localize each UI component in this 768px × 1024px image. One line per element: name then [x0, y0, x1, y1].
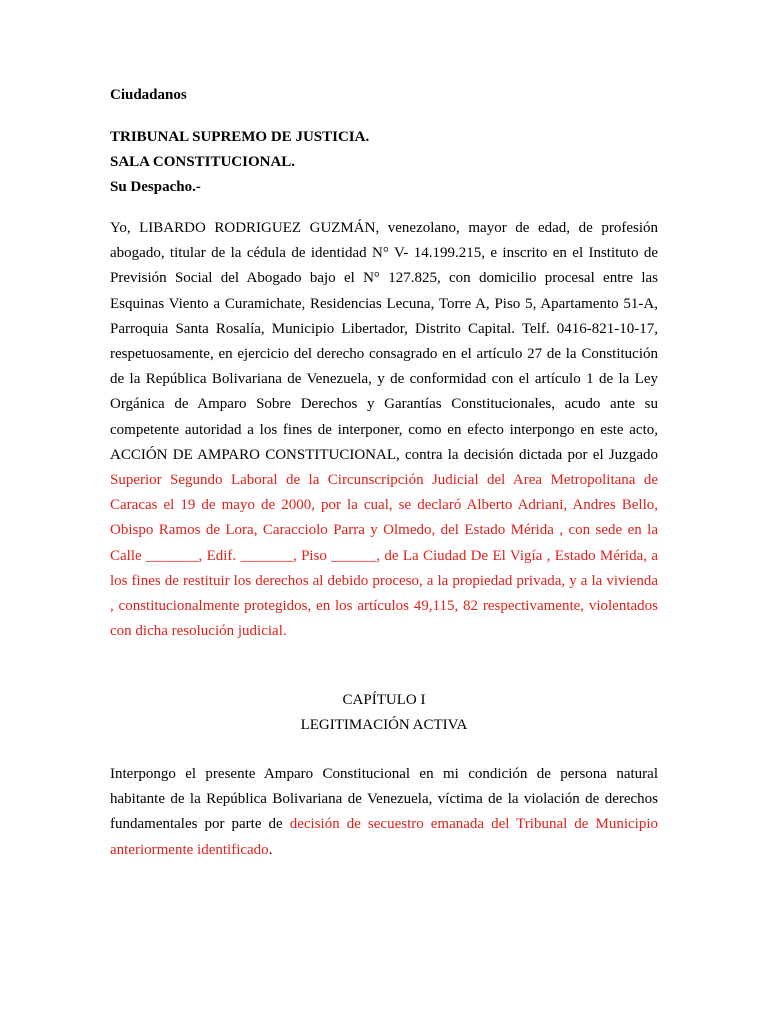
intro-highlight: Superior Segundo Laboral de la Circunscripción Judicial del Area Metropolitana de Caracas el 19 de mayo de 2000, por la cual, se declaró Alberto Adriani, Andres Bello, Obispo Ramos de Lora, Caracciolo Parra y Olmedo, del Estado Mérida , con sede en la Calle _______, Edif. _______, Piso ______, de La Ciudad De El Vigía , Estado Mérida, a los fines de restituir los derechos al debido proceso, a la propiedad privada, y a la vivienda , constitucionalmente protegidos, en los artículos 49,115, 82 respectivamente, violentados con dicha resolución judicial. [110, 472, 658, 640]
legitimacion-text: Interpongo el presente Amparo Constitucional en mi condición de persona natural habitante de la República Bolivariana de Venezuela, víctima de la violación de derechos fundamentales por parte de [110, 766, 658, 833]
document-page [110, 0, 658, 1024]
chapter-number: CAPÍTULO I [342, 692, 426, 708]
court-name: TRIBUNAL SUPREMO DE JUSTICIA. [110, 129, 370, 145]
salutation: Ciudadanos [110, 87, 187, 103]
legitimacion-paragraph [110, 762, 658, 863]
intro-paragraph [110, 216, 658, 644]
intro-text: Yo, LIBARDO RODRIGUEZ GUZMÁN, venezolano, mayor de edad, de profesión abogado, titular de la cédula de identidad N° V- 14.199.215, e inscrito en el Instituto de Previsión Social del Abogado bajo el N° 127.825, con domicilio procesal entre las Esquinas Viento a Curamichate, Residencias Lecuna, Torre A, Piso 5, Apartamento 51-A, Parroquia Santa Rosalía, Municipio Libertador, Distrito Capital. Telf. 0416-821-10-17, respetuosamente, en ejercicio del derecho consagrado en el artículo 27 de la Constitución de la República Bolivariana de Venezuela, y de conformidad con el artículo 1 de la Ley Orgánica de Amparo Sobre Derechos y Garantías Constitucionales, acudo ante su competente autoridad a los fines de interponer, como en efecto interpongo en este acto, ACCIÓN DE AMPARO CONSTITUCIONAL, contra la decisión dictada por el Juzgado [110, 220, 658, 463]
chamber-name: SALA CONSTITUCIONAL. [110, 154, 296, 170]
chapter-title: LEGITIMACIÓN ACTIVA [300, 717, 468, 733]
office-line: Su Despacho.- [110, 179, 201, 195]
legitimacion-end: . [268, 841, 273, 858]
legitimacion-highlight: decisión de secuestro emanada del Tribunal de Municipio anteriormente identificado [110, 816, 658, 858]
